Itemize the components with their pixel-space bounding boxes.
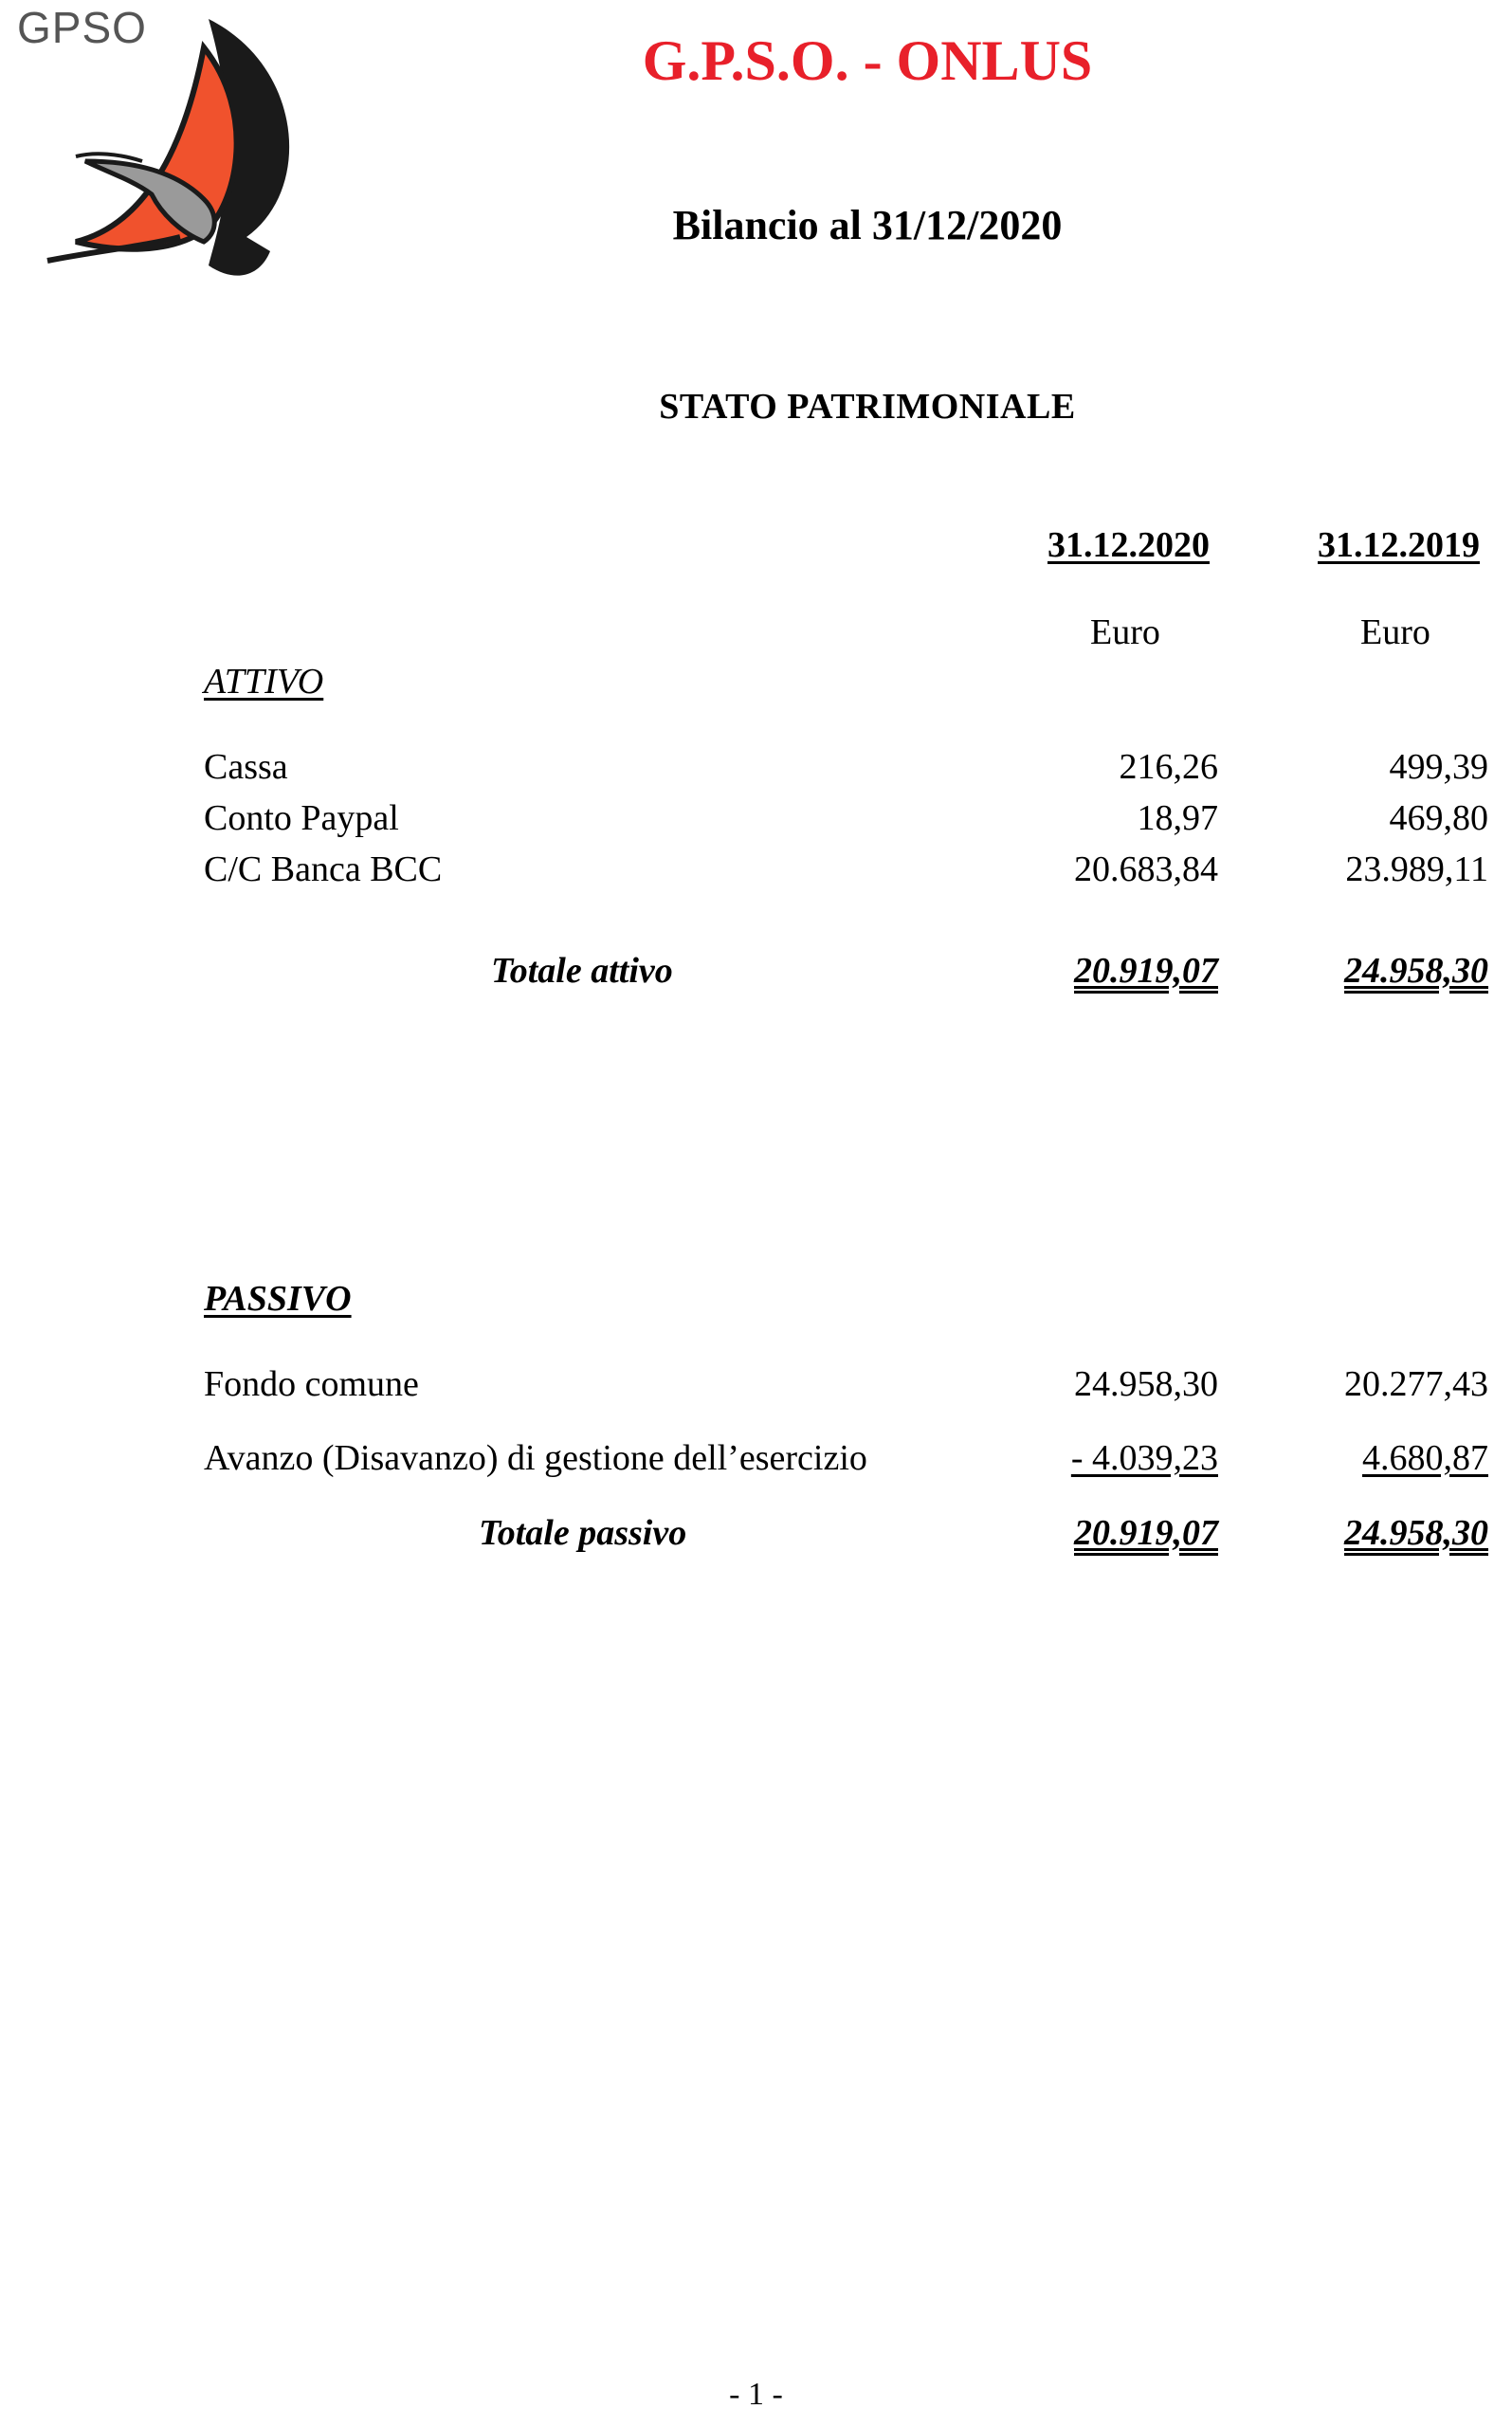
attivo-total-label: Totale attivo bbox=[491, 951, 673, 991]
attivo-row-value-2020: 216,26 bbox=[1119, 747, 1218, 787]
attivo-row-value-2020: 20.683,84 bbox=[1074, 849, 1218, 889]
attivo-row-label: Conto Paypal bbox=[204, 798, 399, 838]
passivo-row-value-2019: 20.277,43 bbox=[1344, 1364, 1488, 1404]
organization-title: G.P.S.O. - ONLUS bbox=[642, 29, 1093, 92]
passivo-row-value-2020: - 4.039,23 bbox=[1070, 1438, 1218, 1478]
column-date-2020: 31.12.2020 bbox=[1047, 525, 1210, 565]
passivo-row-label: Fondo comune bbox=[204, 1364, 419, 1404]
column-currency-2019: Euro bbox=[1360, 612, 1430, 652]
attivo-row-value-2019: 499,39 bbox=[1389, 747, 1488, 787]
passivo-row-value-2020: 24.958,30 bbox=[1074, 1364, 1218, 1404]
page-number: - 1 - bbox=[729, 2377, 783, 2412]
passivo-heading: PASSIVO bbox=[204, 1279, 352, 1319]
section-title: STATO PATRIMONIALE bbox=[659, 387, 1076, 427]
passivo-row-label: Avanzo (Disavanzo) di gestione dell’esercizio bbox=[204, 1438, 867, 1478]
attivo-row-label: C/C Banca BCC bbox=[204, 849, 443, 889]
gpso-logo bbox=[9, 0, 294, 284]
attivo-total-2020: 20.919,07 bbox=[1074, 951, 1218, 991]
attivo-heading: ATTIVO bbox=[204, 662, 324, 702]
passivo-total-2020: 20.919,07 bbox=[1074, 1513, 1218, 1553]
passivo-total-2019: 24.958,30 bbox=[1344, 1513, 1488, 1553]
logo-text: GPSO bbox=[17, 3, 147, 52]
column-currency-2020: Euro bbox=[1090, 612, 1160, 652]
bird-logo-icon bbox=[28, 9, 303, 284]
passivo-total-label: Totale passivo bbox=[479, 1513, 687, 1553]
passivo-row-value-2019: 4.680,87 bbox=[1362, 1438, 1488, 1478]
attivo-total-2019: 24.958,30 bbox=[1344, 951, 1488, 991]
report-title: Bilancio al 31/12/2020 bbox=[672, 202, 1063, 248]
attivo-row-value-2019: 469,80 bbox=[1389, 798, 1488, 838]
attivo-row-value-2020: 18,97 bbox=[1137, 798, 1218, 838]
attivo-row-value-2019: 23.989,11 bbox=[1345, 849, 1488, 889]
attivo-row-label: Cassa bbox=[204, 747, 288, 787]
column-date-2019: 31.12.2019 bbox=[1318, 525, 1480, 565]
